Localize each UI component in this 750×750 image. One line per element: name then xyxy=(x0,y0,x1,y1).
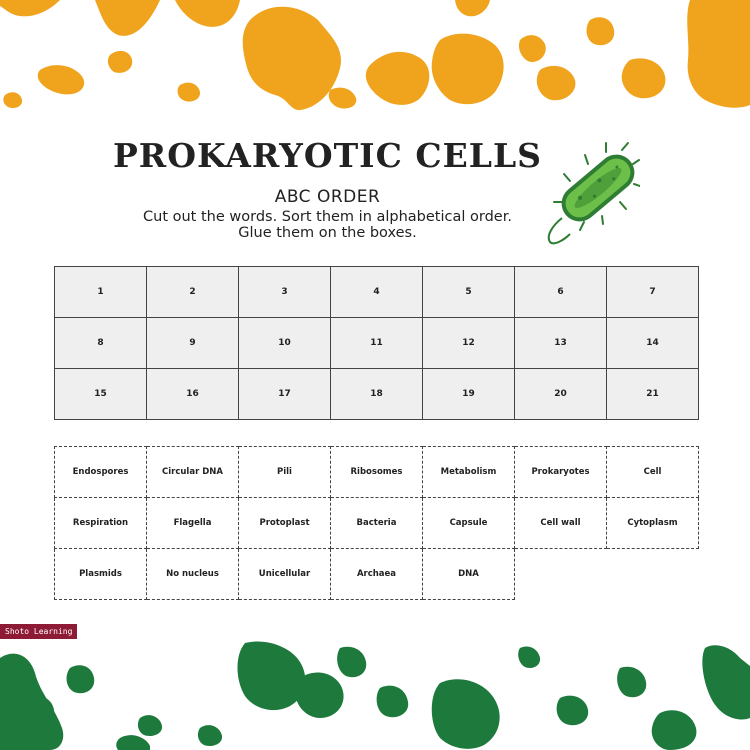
brand-badge: Shoto Learning xyxy=(0,624,77,639)
number-grid-row xyxy=(55,318,699,369)
word-cards-grid xyxy=(54,446,699,600)
word-card: Pili xyxy=(239,447,331,498)
number-grid xyxy=(54,266,699,420)
word-card: Ribosomes xyxy=(331,447,423,498)
number-cell: 4 xyxy=(331,267,423,318)
number-cell: 1 xyxy=(55,267,147,318)
word-card: Circular DNA xyxy=(147,447,239,498)
word-card: Plasmids xyxy=(55,549,147,600)
number-cell: 19 xyxy=(423,369,515,420)
number-cell: 13 xyxy=(515,318,607,369)
word-card: Respiration xyxy=(55,498,147,549)
page-title: PROKARYOTIC CELLS xyxy=(112,136,543,175)
number-cell: 16 xyxy=(147,369,239,420)
instructions-line-1: Cut out the words. Sort them in alphabetical order. xyxy=(143,209,512,225)
word-card: Archaea xyxy=(331,549,423,600)
number-grid-row xyxy=(55,369,699,420)
number-cell: 5 xyxy=(423,267,515,318)
word-card: No nucleus xyxy=(147,549,239,600)
word-card: Unicellular xyxy=(239,549,331,600)
word-cards-row xyxy=(55,549,699,600)
word-cards-row xyxy=(55,498,699,549)
word-card: Endospores xyxy=(55,447,147,498)
number-cell: 20 xyxy=(515,369,607,420)
number-cell: 15 xyxy=(55,369,147,420)
word-card: Cell xyxy=(607,447,699,498)
number-cell: 3 xyxy=(239,267,331,318)
word-card: DNA xyxy=(423,549,515,600)
number-cell: 8 xyxy=(55,318,147,369)
bacterium-illustration xyxy=(540,136,640,246)
number-cell: 17 xyxy=(239,369,331,420)
instructions-line-2: Glue them on the boxes. xyxy=(238,225,417,241)
word-card: Cytoplasm xyxy=(607,498,699,549)
word-card: Metabolism xyxy=(423,447,515,498)
number-cell: 11 xyxy=(331,318,423,369)
bottom-green-splatter xyxy=(0,638,750,750)
number-cell: 9 xyxy=(147,318,239,369)
word-card: Bacteria xyxy=(331,498,423,549)
word-card: Cell wall xyxy=(515,498,607,549)
word-card: Prokaryotes xyxy=(515,447,607,498)
word-cards-row xyxy=(55,447,699,498)
number-cell: 21 xyxy=(607,369,699,420)
word-card: Protoplast xyxy=(239,498,331,549)
number-cell: 2 xyxy=(147,267,239,318)
page-subtitle: ABC ORDER xyxy=(274,187,381,207)
word-card: Capsule xyxy=(423,498,515,549)
top-orange-splatter xyxy=(0,0,750,115)
word-card: Flagella xyxy=(147,498,239,549)
number-grid-row xyxy=(55,267,699,318)
number-cell: 18 xyxy=(331,369,423,420)
number-cell: 14 xyxy=(607,318,699,369)
empty-slot xyxy=(607,549,699,600)
empty-slot xyxy=(515,549,607,600)
number-cell: 6 xyxy=(515,267,607,318)
number-cell: 10 xyxy=(239,318,331,369)
number-cell: 7 xyxy=(607,267,699,318)
number-cell: 12 xyxy=(423,318,515,369)
